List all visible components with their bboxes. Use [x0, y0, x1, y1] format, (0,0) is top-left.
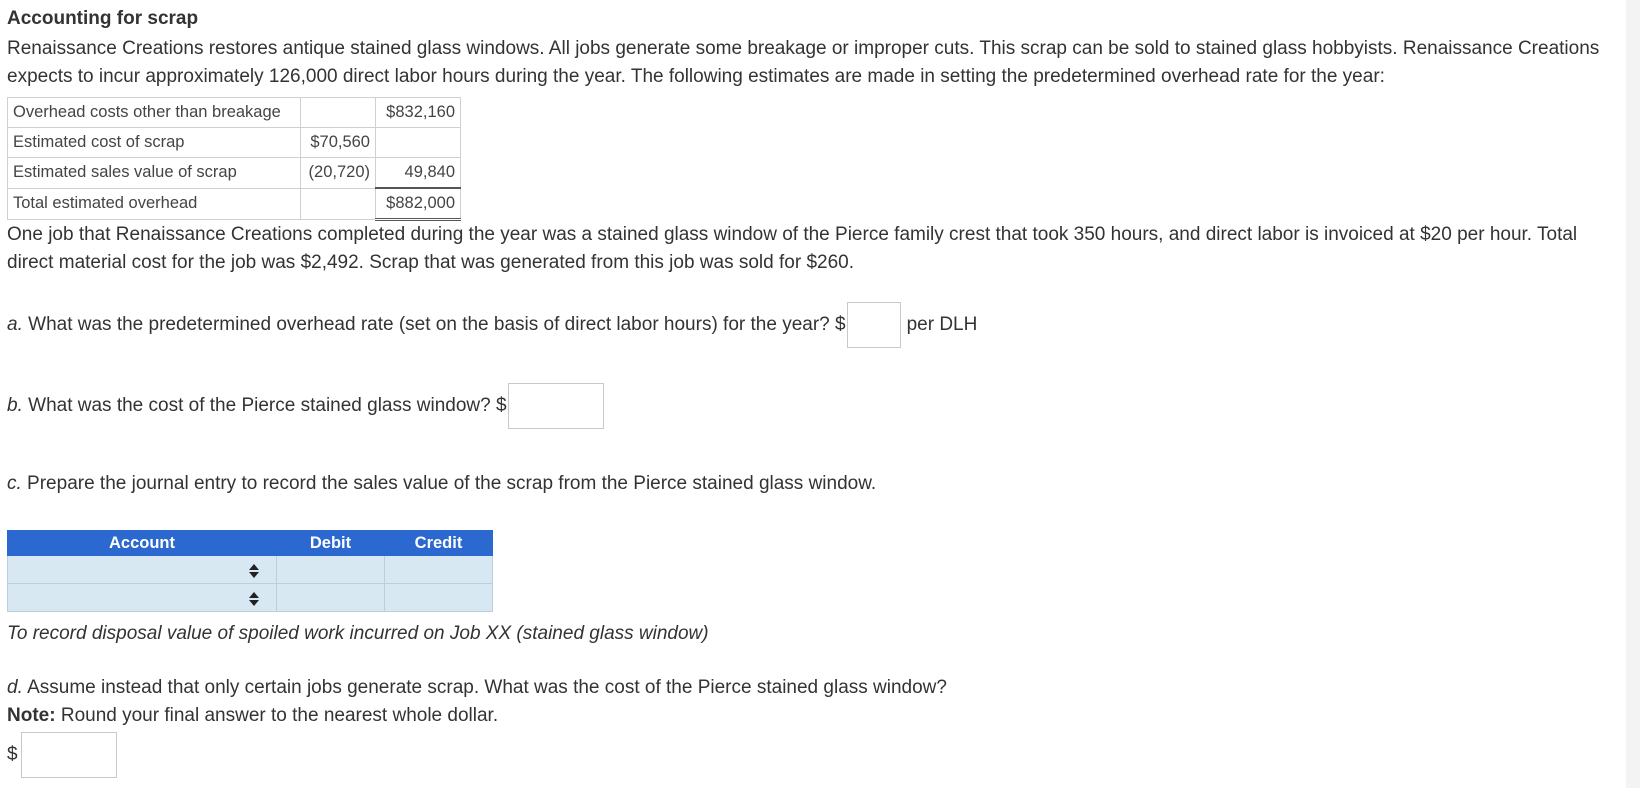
- row-value-col3: 49,840: [376, 158, 461, 189]
- row-label: Estimated cost of scrap: [8, 128, 301, 158]
- account-select[interactable]: [8, 556, 277, 584]
- row-value-col3: $832,160: [376, 98, 461, 128]
- question-b: [7, 383, 604, 429]
- journal-row: [8, 556, 493, 584]
- question-d-answer: [7, 732, 117, 778]
- question-text: Prepare the journal entry to record the sales value of the scrap from the Pierce stained glass window.: [21, 473, 877, 494]
- question-letter: d.: [7, 677, 23, 698]
- up-down-arrows-icon: [248, 591, 260, 607]
- debit-input[interactable]: [277, 584, 385, 612]
- question-text: What was the cost of the Pierce stained glass window? $: [22, 395, 507, 416]
- question-letter: a.: [7, 314, 23, 335]
- question-a: [7, 302, 977, 348]
- scrollbar[interactable]: [1626, 0, 1640, 788]
- question-text: Assume instead that only certain jobs generate scrap. What was the cost of the Pierce stained glass window?: [22, 677, 947, 698]
- question-d-note: [7, 702, 498, 730]
- row-value-col2: (20,720): [301, 158, 376, 189]
- note-label: Note:: [7, 705, 56, 726]
- account-header: Account: [8, 531, 277, 556]
- job-paragraph: One job that Renaissance Creations completed during the year was a stained glass window of the Pierce family crest that took 350 hours, and direct labor is invoiced at $20 per hour. Total direct material cost for the job was $2,492. Scrap that was generated from this job was sold for $260.: [7, 224, 1578, 273]
- window-cost-input[interactable]: [508, 383, 604, 429]
- table-row: [8, 188, 461, 220]
- journal-entry-table: [7, 530, 493, 612]
- debit-input[interactable]: [277, 556, 385, 584]
- row-value-col2: [301, 188, 376, 220]
- intro-paragraph: Renaissance Creations restores antique stained glass windows. All jobs generate some breakage or improper cuts. This scrap can be sold to stained glass hobbyists. Renaissance Creations expects to incur approximately 126,000 direct labor hours during the year. The following estimates are made in setting the predetermined overhead rate for the year:: [7, 38, 1600, 87]
- row-value-col3: [376, 128, 461, 158]
- problem-content: [7, 6, 1627, 765]
- question-text: What was the predetermined overhead rate (set on the basis of direct labor hours) for the year? $: [22, 314, 846, 335]
- credit-input[interactable]: [385, 556, 493, 584]
- journal-row: [8, 584, 493, 612]
- up-down-arrows-icon: [248, 563, 260, 579]
- journal-header-row: [8, 531, 493, 556]
- table-row: [8, 158, 461, 189]
- currency-symbol: $: [7, 744, 18, 765]
- account-select[interactable]: [8, 584, 277, 612]
- journal-memo: To record disposal value of spoiled work incurred on Job XX (stained glass window): [7, 623, 709, 644]
- table-row: [8, 98, 461, 128]
- row-value-col2: [301, 98, 376, 128]
- note-text: Round your final answer to the nearest whole dollar.: [55, 705, 499, 726]
- question-c: [7, 470, 876, 498]
- row-label: Estimated sales value of scrap: [8, 158, 301, 189]
- credit-input[interactable]: [385, 584, 493, 612]
- row-value-col2: $70,560: [301, 128, 376, 158]
- debit-header: Debit: [277, 531, 385, 556]
- question-letter: c.: [7, 473, 22, 494]
- credit-header: Credit: [385, 531, 493, 556]
- unit-label: per DLH: [906, 314, 978, 335]
- problem-title: Accounting for scrap: [7, 8, 199, 29]
- question-letter: b.: [7, 395, 23, 416]
- estimates-table: [7, 97, 461, 221]
- question-d: [7, 674, 947, 702]
- alt-window-cost-input[interactable]: [21, 732, 117, 778]
- row-label: Overhead costs other than breakage: [8, 98, 301, 128]
- row-label: Total estimated overhead: [8, 188, 301, 220]
- table-row: [8, 128, 461, 158]
- overhead-rate-input[interactable]: [847, 302, 901, 348]
- row-value-col3: $882,000: [376, 188, 461, 220]
